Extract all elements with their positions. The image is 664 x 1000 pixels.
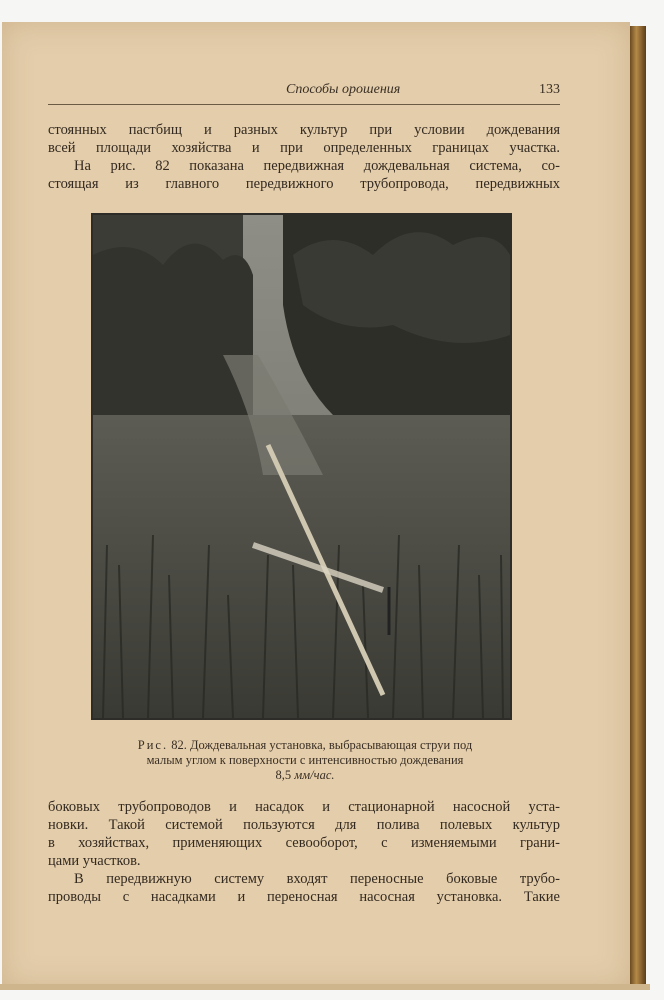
caption-text: Дождевальная установка, выбрасывающая струи под — [189, 738, 473, 752]
caption-line: малым углом к поверхности с интенсивностью дождевания — [146, 753, 464, 767]
caption-line — [60, 768, 550, 783]
caption-line — [60, 738, 550, 753]
caption-value: 8,5 — [275, 768, 292, 782]
page-number: 133 — [539, 82, 560, 97]
text-line: проводы с насадками и переносная насосная установка. Такие — [48, 889, 560, 905]
text-line: В передвижную систему входят переносные боковые трубо- — [74, 871, 560, 887]
page-header — [48, 82, 560, 105]
figure-photo — [91, 213, 512, 720]
text-line: стоящая из главного передвижного трубопровода, передвижных — [48, 176, 560, 192]
text-line: стоянных пастбищ и разных культур при условии дождевания — [48, 122, 560, 138]
caption-unit: мм/час. — [294, 768, 335, 782]
text-line: боковых трубопроводов и насадок и стационарной насосной уста- — [48, 799, 560, 815]
figure-prefix: Рис. — [137, 738, 169, 752]
text-line: новки. Такой системой пользуются для полива полевых культур — [48, 817, 560, 833]
text-line: в хозяйствах, применяющих севооборот, с изменяемыми грани- — [48, 835, 560, 851]
text-line: всей площади хозяйства и при определенных границах участка. — [48, 140, 560, 156]
text-line: На рис. 82 показана передвижная дождевальная система, со- — [74, 158, 560, 174]
paragraph-top — [48, 121, 560, 193]
figure-caption — [60, 738, 550, 783]
text-line: цами участков. — [48, 853, 141, 869]
paragraph-bottom — [48, 798, 560, 906]
page-bottom-edge — [0, 984, 650, 990]
figure-number: 82. — [171, 738, 187, 752]
book-spine — [630, 26, 646, 988]
running-title: Способы орошения — [286, 82, 401, 97]
